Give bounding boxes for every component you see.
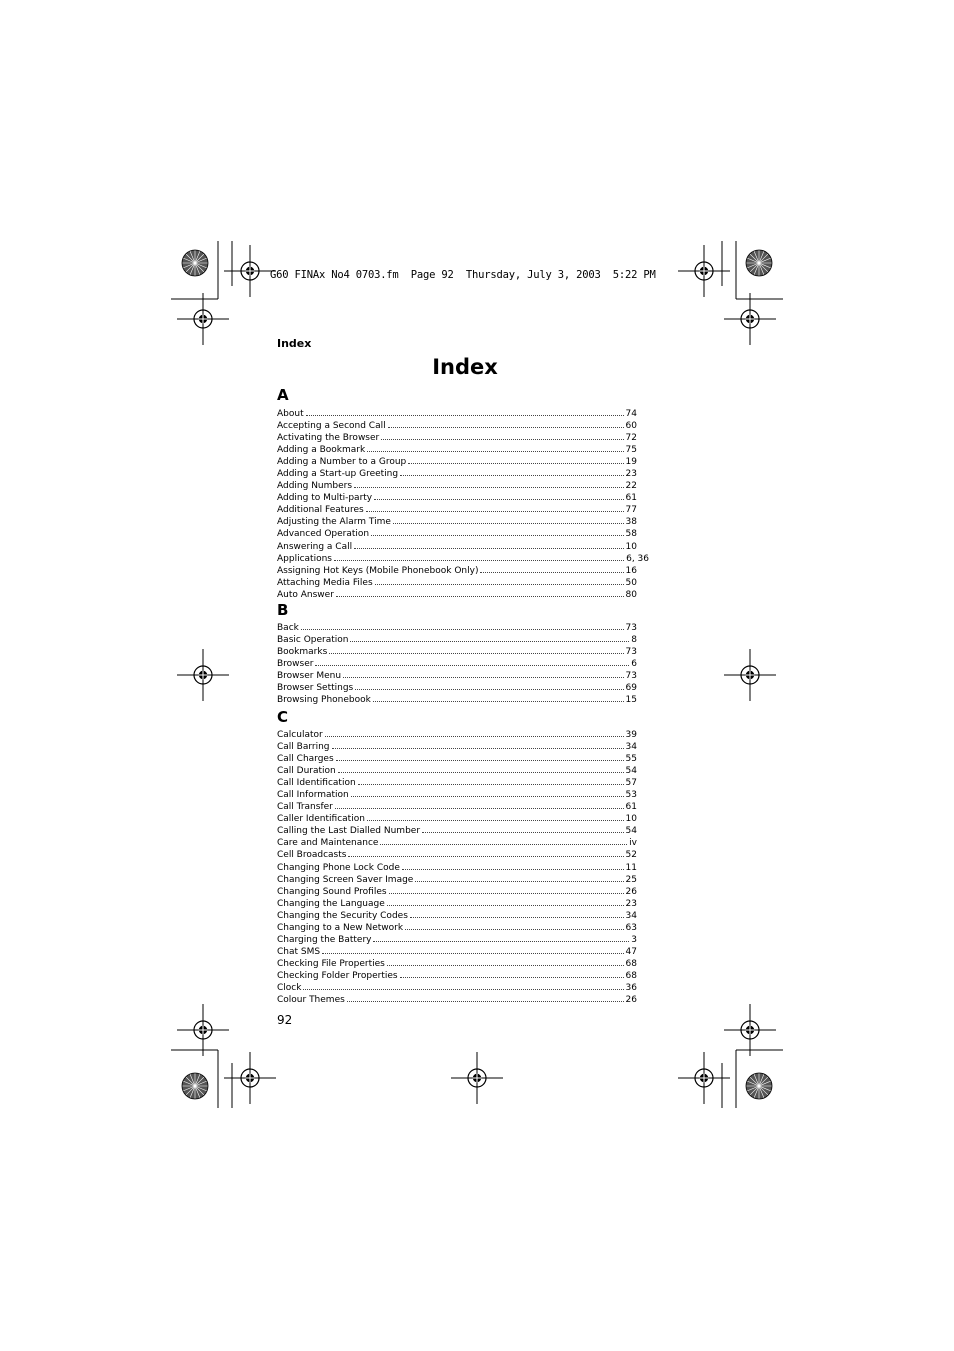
index-entry xyxy=(277,443,637,455)
index-entry xyxy=(277,764,637,776)
index-page-ref: 54 xyxy=(625,826,637,837)
index-entry xyxy=(277,812,637,824)
index-page-ref: 57 xyxy=(625,778,637,789)
index-term: Changing Screen Saver Image xyxy=(277,874,414,885)
index-page-ref: 63 xyxy=(625,922,637,933)
dot-leader xyxy=(336,588,624,597)
index-term: Advanced Operation xyxy=(277,529,370,540)
index-page-ref: 38 xyxy=(625,517,637,528)
index-page-ref: 25 xyxy=(625,874,637,885)
index-page-ref: 80 xyxy=(625,589,637,600)
index-page-ref: 23 xyxy=(625,898,637,909)
index-entry xyxy=(277,540,637,552)
index-term: Checking File Properties xyxy=(277,958,385,969)
index-page-ref: 68 xyxy=(625,970,637,981)
page-number: 92 xyxy=(277,1013,293,1027)
index-term: Clock xyxy=(277,982,302,993)
section-letter-c: C xyxy=(277,708,289,726)
index-entry xyxy=(277,909,637,921)
index-page-ref: 36 xyxy=(625,982,637,993)
index-page-ref: 50 xyxy=(625,577,637,588)
index-entry xyxy=(277,588,637,600)
dot-leader xyxy=(374,491,623,500)
index-page-ref: 10 xyxy=(625,541,637,552)
index-term: Applications xyxy=(277,553,332,564)
index-term: Browsing Phonebook xyxy=(277,695,371,706)
index-entry xyxy=(277,885,637,897)
index-page-ref: 22 xyxy=(625,481,637,492)
index-page-ref: 60 xyxy=(625,421,637,432)
index-term: Adding to Multi-party xyxy=(277,493,373,504)
index-term: Changing Phone Lock Code xyxy=(277,862,400,873)
dot-leader xyxy=(393,515,624,524)
index-term: Changing the Language xyxy=(277,898,385,909)
index-term: Bookmarks xyxy=(277,647,328,658)
index-entry xyxy=(277,776,637,788)
index-entry xyxy=(277,515,637,527)
index-entry xyxy=(277,633,637,645)
index-page-ref: 47 xyxy=(625,946,637,957)
index-term: Chat SMS xyxy=(277,946,321,957)
index-entry xyxy=(277,824,637,836)
index-term: Call Charges xyxy=(277,754,334,765)
index-term: Call Duration xyxy=(277,766,336,777)
index-page-ref: 6 xyxy=(631,659,637,670)
index-page-ref: 11 xyxy=(625,862,637,873)
dot-leader xyxy=(347,993,624,1002)
dot-leader xyxy=(400,467,623,476)
index-term: Call Transfer xyxy=(277,802,333,813)
index-term: Colour Themes xyxy=(277,995,345,1006)
dot-leader xyxy=(408,455,623,464)
dot-leader xyxy=(301,621,624,630)
print-slug: G60 FINAx No4 0703.fm Page 92 Thursday, July 3, 2003 5:22 PM xyxy=(270,269,656,281)
index-entry xyxy=(277,503,637,515)
index-page-ref: 34 xyxy=(625,910,637,921)
dot-leader xyxy=(371,527,623,536)
index-page-ref: 61 xyxy=(625,493,637,504)
dot-leader xyxy=(387,897,624,906)
dot-leader xyxy=(325,728,624,737)
index-entry xyxy=(277,467,637,479)
dot-leader xyxy=(480,564,623,573)
dot-leader xyxy=(380,836,627,845)
index-entry xyxy=(277,693,637,705)
index-page-ref: 75 xyxy=(625,445,637,456)
dot-leader xyxy=(367,443,623,452)
page-title: Index xyxy=(432,355,498,379)
index-term: Calling the Last Dialled Number xyxy=(277,826,421,837)
index-page-ref: 58 xyxy=(625,529,637,540)
index-page-ref: 10 xyxy=(625,814,637,825)
index-entry xyxy=(277,419,637,431)
index-entry xyxy=(277,800,637,812)
index-term: Answering a Call xyxy=(277,541,353,552)
index-entry xyxy=(277,576,637,588)
section-letter-b: B xyxy=(277,601,289,619)
index-entry xyxy=(277,455,637,467)
dot-leader xyxy=(366,503,624,512)
index-entry xyxy=(277,873,637,885)
index-entry xyxy=(277,681,637,693)
index-term: Checking Folder Properties xyxy=(277,970,398,981)
dot-leader xyxy=(400,969,624,978)
index-term: Care and Maintenance xyxy=(277,838,379,849)
index-page-ref: 73 xyxy=(625,671,637,682)
index-entry xyxy=(277,552,649,564)
dot-leader xyxy=(329,645,623,654)
index-page-ref: iv xyxy=(629,838,637,849)
index-page-ref: 72 xyxy=(625,433,637,444)
index-entry xyxy=(277,621,637,633)
index-entry xyxy=(277,981,637,993)
index-page-ref: 68 xyxy=(625,958,637,969)
index-entry xyxy=(277,564,637,576)
index-term: About xyxy=(277,409,304,419)
index-page-ref: 8 xyxy=(631,635,637,646)
index-page-ref: 19 xyxy=(625,457,637,468)
dot-leader xyxy=(415,873,623,882)
index-page-ref: 55 xyxy=(625,754,637,765)
index-page-ref: 6, 36 xyxy=(626,553,649,564)
index-entry xyxy=(277,491,637,503)
index-term: Cell Broadcasts xyxy=(277,850,347,861)
index-term: Browser xyxy=(277,659,314,670)
index-term: Adding a Number to a Group xyxy=(277,457,407,468)
index-term: Call Barring xyxy=(277,742,330,753)
dot-leader xyxy=(335,800,624,809)
dot-leader xyxy=(410,909,624,918)
dot-leader xyxy=(351,788,624,797)
index-term: Basic Operation xyxy=(277,635,349,646)
dot-leader xyxy=(375,576,624,585)
dot-leader xyxy=(336,752,624,761)
index-page-ref: 54 xyxy=(625,766,637,777)
dot-leader xyxy=(388,419,624,428)
index-page-ref: 34 xyxy=(625,742,637,753)
index-page-ref: 52 xyxy=(625,850,637,861)
index-entry xyxy=(277,431,637,443)
index-entry xyxy=(277,933,637,945)
index-term: Auto Answer xyxy=(277,589,334,600)
dot-leader xyxy=(338,764,624,773)
dot-leader xyxy=(350,633,629,642)
dot-leader xyxy=(315,657,629,666)
index-entry xyxy=(277,836,637,848)
index-entry xyxy=(277,788,637,800)
index-entry xyxy=(277,993,637,1005)
index-term: Adding Numbers xyxy=(277,481,353,492)
dot-leader xyxy=(354,479,624,488)
running-head: Index xyxy=(277,337,312,350)
index-term: Call Information xyxy=(277,790,349,801)
dot-leader xyxy=(358,776,624,785)
dot-leader xyxy=(373,693,624,702)
index-page-ref: 15 xyxy=(625,695,637,706)
index-entry xyxy=(277,752,637,764)
index-page-ref: 74 xyxy=(625,409,637,419)
index-entry xyxy=(277,969,637,981)
index-entry xyxy=(277,957,637,969)
index-entry xyxy=(277,527,637,539)
index-entry xyxy=(277,897,637,909)
index-entry xyxy=(277,657,637,669)
index-term: Caller Identification xyxy=(277,814,365,825)
index-page-ref: 39 xyxy=(625,730,637,740)
index-term: Browser Menu xyxy=(277,671,342,682)
index-page-ref: 53 xyxy=(625,790,637,801)
index-page-ref: 61 xyxy=(625,802,637,813)
index-term: Call Identification xyxy=(277,778,356,789)
index-entry xyxy=(277,407,637,419)
index-term: Attaching Media Files xyxy=(277,577,373,588)
index-entry xyxy=(277,645,637,657)
index-term: Changing the Security Codes xyxy=(277,910,408,921)
dot-leader xyxy=(332,740,624,749)
index-entry xyxy=(277,945,637,957)
index-term: Adding a Bookmark xyxy=(277,445,366,456)
index-term: Back xyxy=(277,623,299,633)
index-page-ref: 77 xyxy=(625,505,637,516)
index-page-ref: 26 xyxy=(625,995,637,1006)
index-term: Calculator xyxy=(277,730,323,740)
section-c-entries xyxy=(277,728,649,1005)
index-page-ref: 3 xyxy=(631,934,637,945)
dot-leader xyxy=(355,681,623,690)
dot-leader xyxy=(367,812,624,821)
index-entry xyxy=(277,848,637,860)
index-term: Accepting a Second Call xyxy=(277,421,386,432)
index-entry xyxy=(277,479,637,491)
dot-leader xyxy=(334,552,624,561)
index-page-ref: 73 xyxy=(625,623,637,633)
dot-leader xyxy=(387,957,624,966)
section-a-entries xyxy=(277,407,649,600)
dot-leader xyxy=(405,921,624,930)
index-entry xyxy=(277,728,637,740)
dot-leader xyxy=(354,540,623,549)
index-term: Changing to a New Network xyxy=(277,922,404,933)
index-page-ref: 16 xyxy=(625,565,637,576)
dot-leader xyxy=(343,669,624,678)
dot-leader xyxy=(306,407,624,416)
index-term: Additional Features xyxy=(277,505,364,516)
dot-leader xyxy=(381,431,623,440)
index-term: Charging the Battery xyxy=(277,934,372,945)
index-term: Assigning Hot Keys (Mobile Phonebook Only) xyxy=(277,565,479,576)
index-term: Adjusting the Alarm Time xyxy=(277,517,391,528)
dot-leader xyxy=(303,981,623,990)
index-page-ref: 69 xyxy=(625,683,637,694)
index-term: Adding a Start-up Greeting xyxy=(277,469,399,480)
index-entry xyxy=(277,861,637,873)
index-page-ref: 26 xyxy=(625,886,637,897)
dot-leader xyxy=(389,885,624,894)
index-term: Activating the Browser xyxy=(277,433,380,444)
dot-leader xyxy=(348,848,623,857)
dot-leader xyxy=(402,861,624,870)
index-entry xyxy=(277,669,637,681)
index-term: Browser Settings xyxy=(277,683,354,694)
section-b-entries xyxy=(277,621,649,705)
index-term: Changing Sound Profiles xyxy=(277,886,387,897)
index-entry xyxy=(277,921,637,933)
index-entry xyxy=(277,740,637,752)
dot-leader xyxy=(322,945,623,954)
dot-leader xyxy=(422,824,624,833)
section-letter-a: A xyxy=(277,386,289,404)
index-page-ref: 23 xyxy=(625,469,637,480)
index-page-ref: 73 xyxy=(625,647,637,658)
dot-leader xyxy=(373,933,629,942)
